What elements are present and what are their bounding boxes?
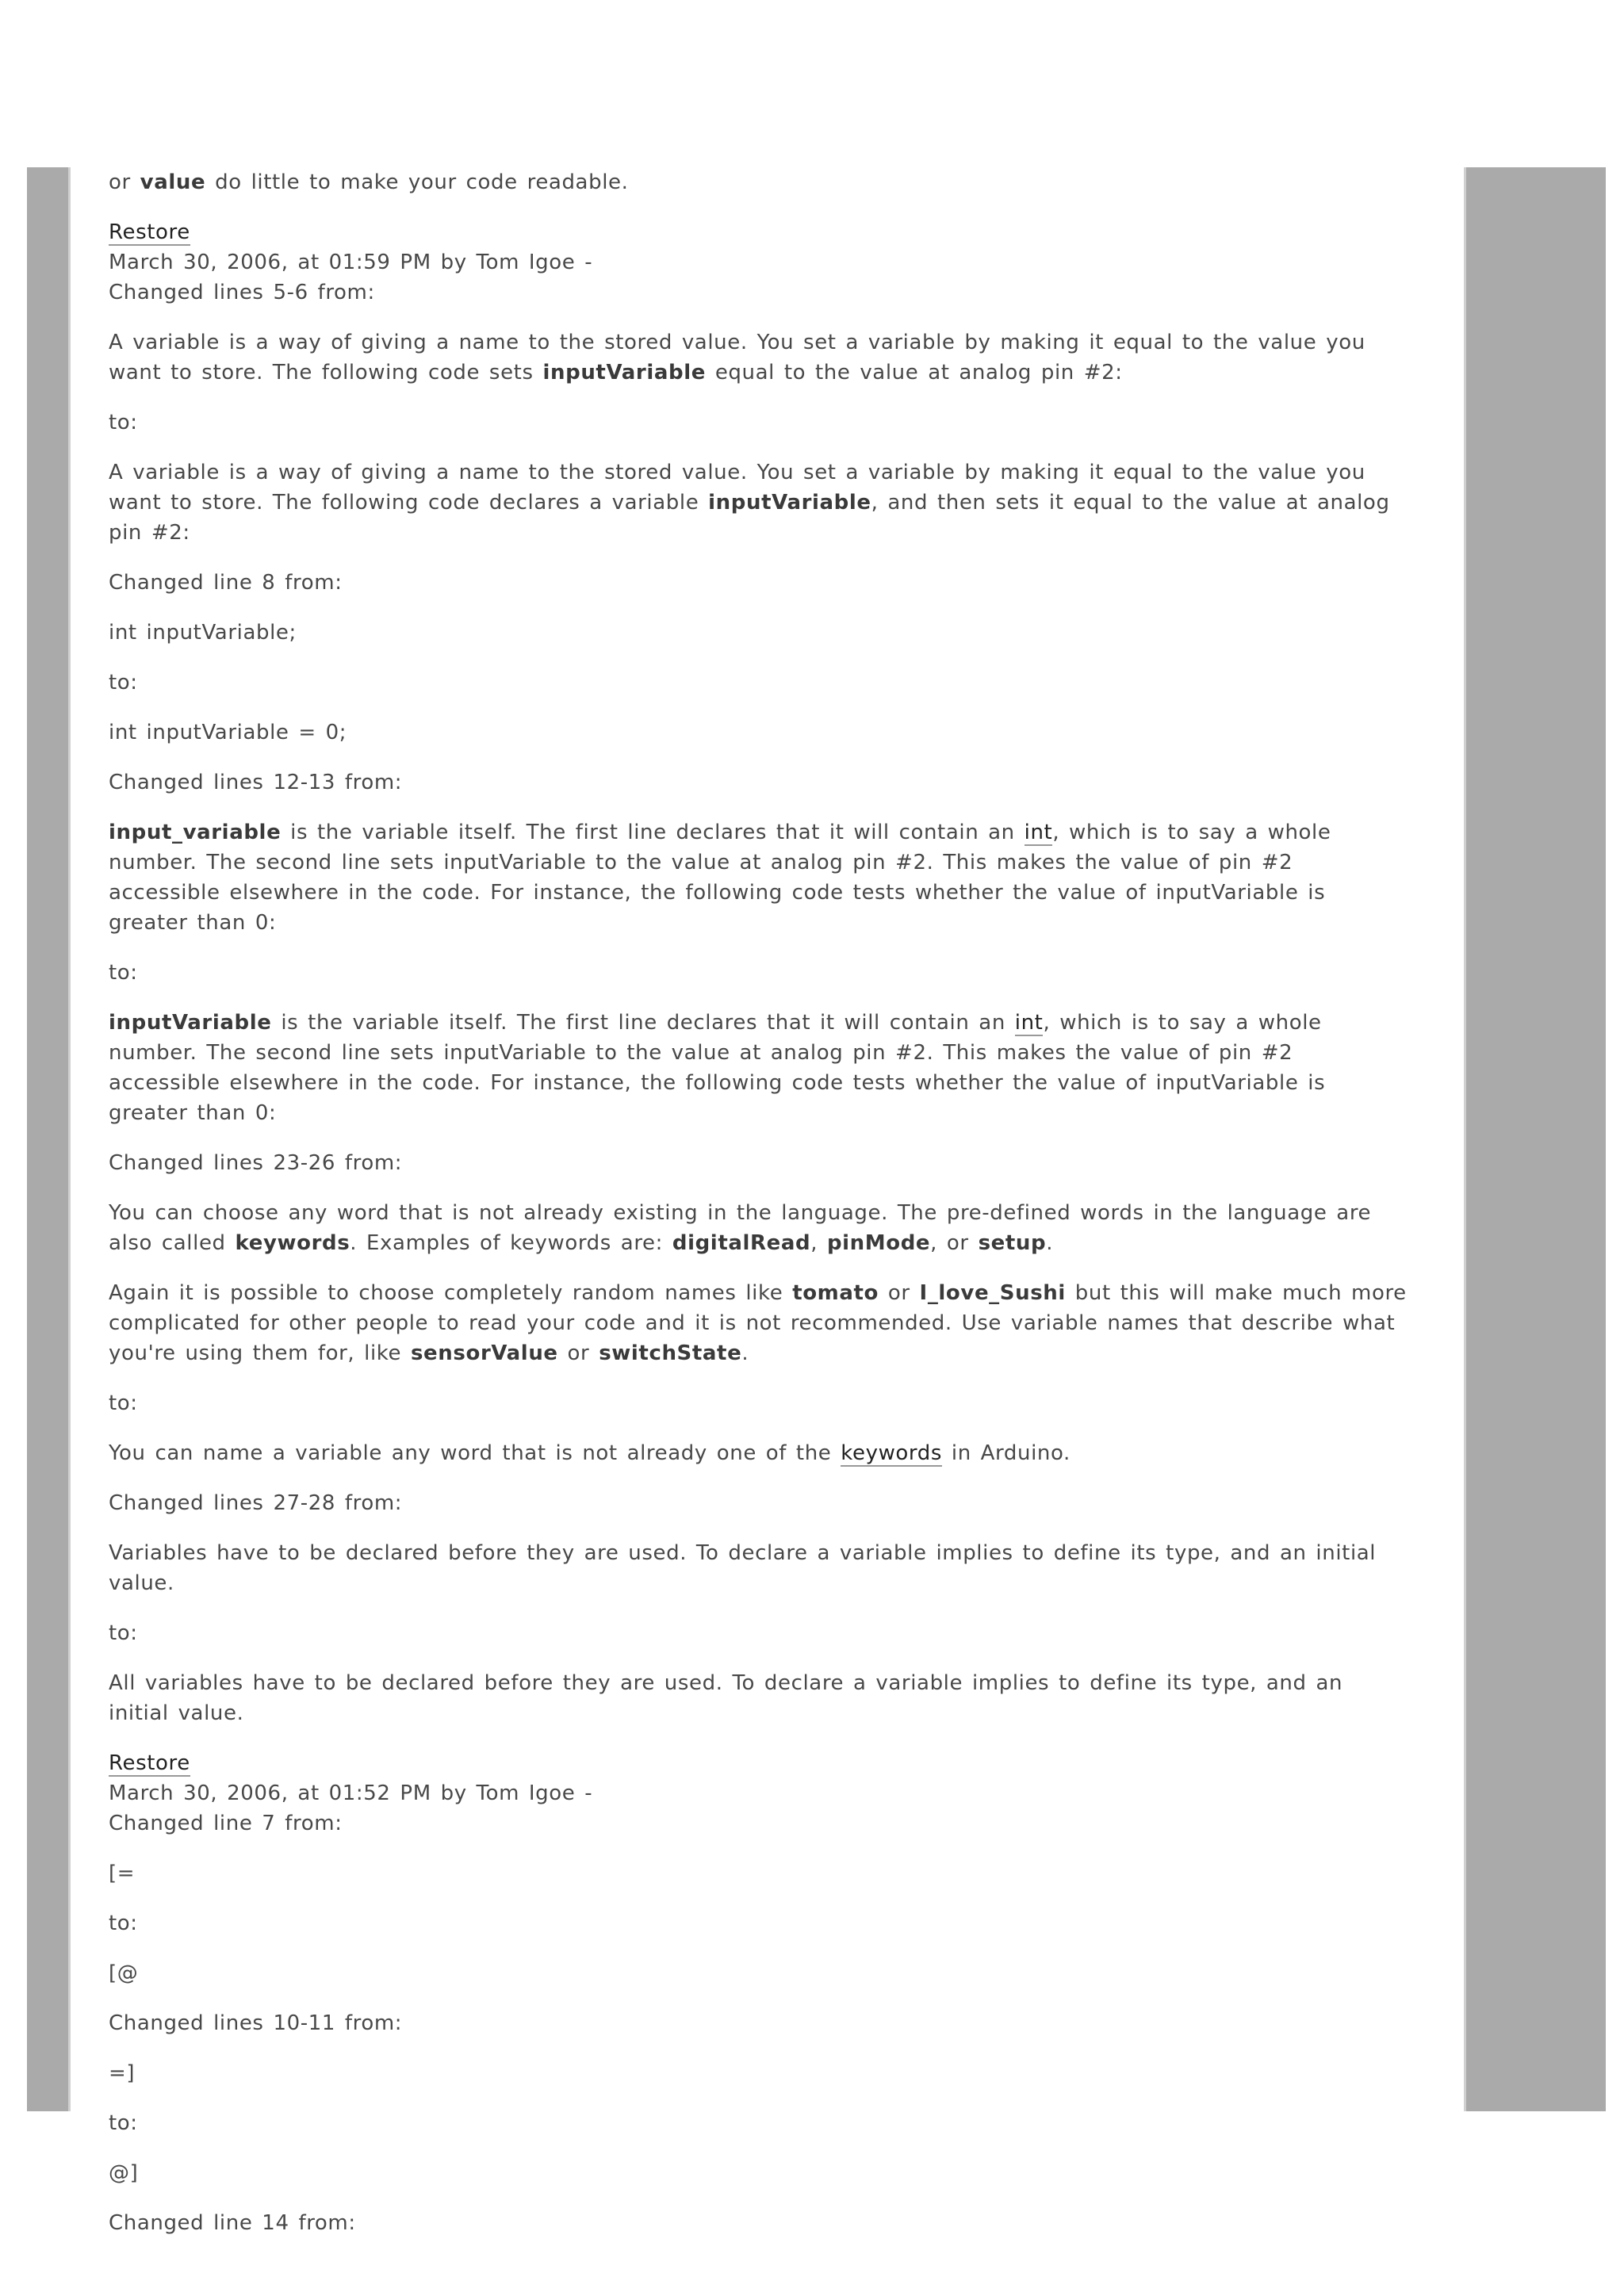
diff-to-label: to: <box>109 671 138 695</box>
keywords-link[interactable]: keywords <box>841 1441 943 1465</box>
diff-from-text: Variables have to be declared before they are used. To declare a variable implies to define its type, and an initial value. <box>109 1541 1377 1595</box>
diff-from-text: =] <box>109 2061 136 2085</box>
intro-fragment: or value do little to make your code readable. <box>109 170 629 194</box>
diff-to-text: You can name a variable any word that is not already one of the keywords in Arduino. <box>109 1441 1071 1465</box>
revision-meta: March 30, 2006, at 01:59 PM by Tom Igoe - <box>109 251 593 274</box>
diff-to-label: to: <box>109 411 138 434</box>
change-heading: Changed line 7 from: <box>109 1812 343 1835</box>
diff-to-label: to: <box>109 961 138 985</box>
restore-link[interactable]: Restore <box>109 220 190 244</box>
diff-to-label: to: <box>109 1391 138 1415</box>
change-heading: Changed lines 5-6 from: <box>109 281 375 304</box>
diff-from-text: Again it is possible to choose completely random names like tomato or I_love_Sushi but this will make much more complicated for other people to read your code and it is not recommended. Use variable names that describe what you're using them for, like sensorValue or switchState. <box>109 1281 1407 1365</box>
change-heading: Changed lines 10-11 from: <box>109 2011 403 2035</box>
change-heading: Changed line 8 from: <box>109 571 343 595</box>
right-sidebar-bar <box>1464 167 1606 2111</box>
diff-to-text: All variables have to be declared before they are used. To declare a variable implies to define its type, and an initial value. <box>109 1671 1343 1725</box>
int-link[interactable]: int <box>1024 821 1053 844</box>
diff-from-text: You can choose any word that is not already existing in the language. The pre-defined words in the language are also called keywords. Examples of keywords are: digitalRead, pinMode, or setup. <box>109 1201 1372 1255</box>
revision-header <box>109 1748 1409 1839</box>
left-sidebar-bar <box>27 167 71 2111</box>
change-heading: Changed line 14 from: <box>109 2211 356 2235</box>
diff-to-text: int inputVariable = 0; <box>109 721 347 744</box>
restore-link[interactable]: Restore <box>109 1751 190 1775</box>
diff-from-text: input_variable is the variable itself. The first line declares that it will contain an int, which is to say a whole number. The second line sets inputVariable to the value at analog pin #2. This makes the value of pin #2 accessible elsewhere in the code. For instance, the following code tests whether the value of inputVariable is greater than 0: <box>109 821 1331 935</box>
page-history-content <box>109 167 1409 2258</box>
diff-to-text: @] <box>109 2161 139 2185</box>
diff-to-label: to: <box>109 1911 138 1935</box>
diff-to-label: to: <box>109 1621 138 1645</box>
revision-meta: March 30, 2006, at 01:52 PM by Tom Igoe - <box>109 1781 593 1805</box>
revision-header <box>109 217 1409 308</box>
diff-from-text: int inputVariable; <box>109 621 297 645</box>
diff-to-text: [@ <box>109 1961 139 1985</box>
change-heading: Changed lines 27-28 from: <box>109 1491 403 1515</box>
diff-to-text: inputVariable is the variable itself. The first line declares that it will contain an int, which is to say a whole number. The second line sets inputVariable to the value at analog pin #2. This makes the value of pin #2 accessible elsewhere in the code. For instance, the following code tests whether the value of inputVariable is greater than 0: <box>109 1011 1326 1125</box>
diff-to-text: A variable is a way of giving a name to the stored value. You set a variable by making it equal to the value you want to store. The following code declares a variable inputVariable, and then sets it equal to the value at analog pin #2: <box>109 461 1390 545</box>
change-heading: Changed lines 23-26 from: <box>109 1151 403 1175</box>
int-link[interactable]: int <box>1014 1011 1044 1035</box>
diff-from-text: A variable is a way of giving a name to the stored value. You set a variable by making it equal to the value you want to store. The following code sets inputVariable equal to the value at analog pin #2: <box>109 331 1365 385</box>
diff-from-text: [= <box>109 1862 136 1885</box>
diff-to-label: to: <box>109 2111 138 2135</box>
change-heading: Changed lines 12-13 from: <box>109 771 403 794</box>
